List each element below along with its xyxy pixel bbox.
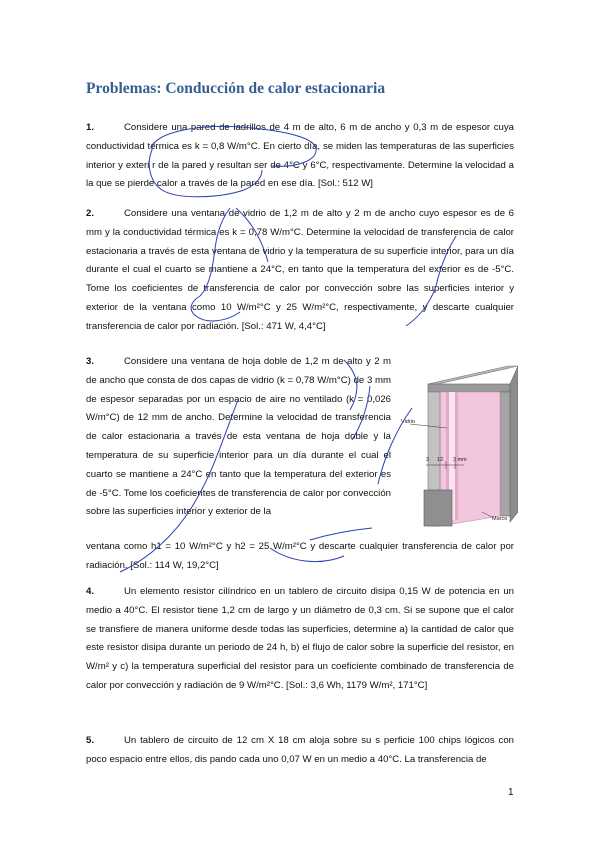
problem-4 xyxy=(86,583,514,696)
problem-text: Considere una pared de ladrillos de 4 m de alto, 6 m de ancho y 0,3 m de espesor cuya conductividad térmica es k = 0,8 W/m°C. En cierto día, se miden las temperaturas de las superficies interior y exteri r de la pared y resultan ser de 4°C y 6°C, respectivamente. Determine la velocidad a la que se pierde calor a través de la pared en ese día. [Sol.: 512 W] xyxy=(86,122,514,190)
problem-3-continued xyxy=(86,538,514,576)
dimension-3mm-label: 3 mm xyxy=(453,457,467,463)
problem-number: 4. xyxy=(86,586,95,597)
problem-text: ventana como h1 = 10 W/m²°C y h2 = 25 W/m²°C y descarte cualquier transferencia de calor por radiación. [Sol.: 114 W, 19,2°C] xyxy=(86,541,514,571)
problem-text: Un elemento resistor cilíndrico en un tablero de circuito disipa 0,15 W de potencia en un medio a 40°C. El resistor tiene 1,2 cm de largo y un diámetro de 0,3 cm. Si se supone que el calor se transfiere de manera uniforme desde todas las superficies, determine a) la cantidad de calor que este resistor disipa durante un periodo de 24 h, b) el flujo de calor sobre la superficie del resistor, en W/m² y c) la temperatura superficial del resistor para un coeficiente combinado de transferencia de calor por convección y radiación de 9 W/m²°C. [Sol.: 3,6 Wh, 1179 W/m², 171°C] xyxy=(86,586,514,691)
problem-5 xyxy=(86,732,514,770)
vidrio-label: Vidrio xyxy=(401,419,415,425)
page-title: Problemas: Conducción de calor estacionaria xyxy=(86,80,386,97)
dimension-3-label: 3 xyxy=(426,457,430,463)
problem-text: Un tablero de circuito de 12 cm X 18 cm aloja sobre su s perficie 100 chips lógicos con poco espacio entre ellos, dis pando cada uno 0,07 W en un medio a 40°C. La transferencia de xyxy=(86,735,514,765)
dimension-12-label: 12 xyxy=(437,457,444,463)
problem-number: 5. xyxy=(86,735,95,746)
problem-1 xyxy=(86,119,514,194)
problem-2 xyxy=(86,205,514,337)
problem-text: Considere una ventana de vidrio de 1,2 m de alto y 2 m de ancho cuyo espesor es de 6 mm y la conductividad térmica es k = 0,78 W/m°C. Determine la velocidad de transferencia de calor estacionaria a través de esta ventana de vidrio y la temperatura de su superficie interior, para un día durante el cual el cuarto se mantiene a 24°C, en tanto que la temperatura del exterior es de -5°C. Tome los coeficientes de transferencia de calor por convección sobre las superficies interior y exterior de la ventana como 10 W/m²°C y 25 W/m²°C, respectivamente, y descarte cualquier transferencia de calor por radiación. [Sol.: 471 W, 4,4°C] xyxy=(86,208,514,332)
problem-number: 1. xyxy=(86,122,95,133)
page-number: 1 xyxy=(508,787,514,798)
problem-3 xyxy=(86,353,391,522)
marco-label: Marco xyxy=(492,516,508,522)
double-pane-window-figure xyxy=(400,362,518,532)
problem-text: Considere una ventana de hoja doble de 1,2 m de alto y 2 m de ancho que consta de dos capas de vidrio (k = 0,78 W/m°C) de 3 mm de espesor separadas por un espacio de aire no ventilado (k = 0,026 W/m°C) de 12 mm de ancho. Determine la velocidad de transferencia de calor estacionaria a través de esta ventana de hoja doble y la temperatura de su superficie interior para un día durante el cual el cuarto se mantiene a 24°C en tanto que la temperatura del exterior es de -5°C. Tome los coeficientes de transferencia de calor por convección sobre las superficies interior y exterior de la xyxy=(86,356,391,518)
window-diagram xyxy=(400,362,518,532)
problem-number: 2. xyxy=(86,208,95,219)
problem-number: 3. xyxy=(86,356,95,367)
